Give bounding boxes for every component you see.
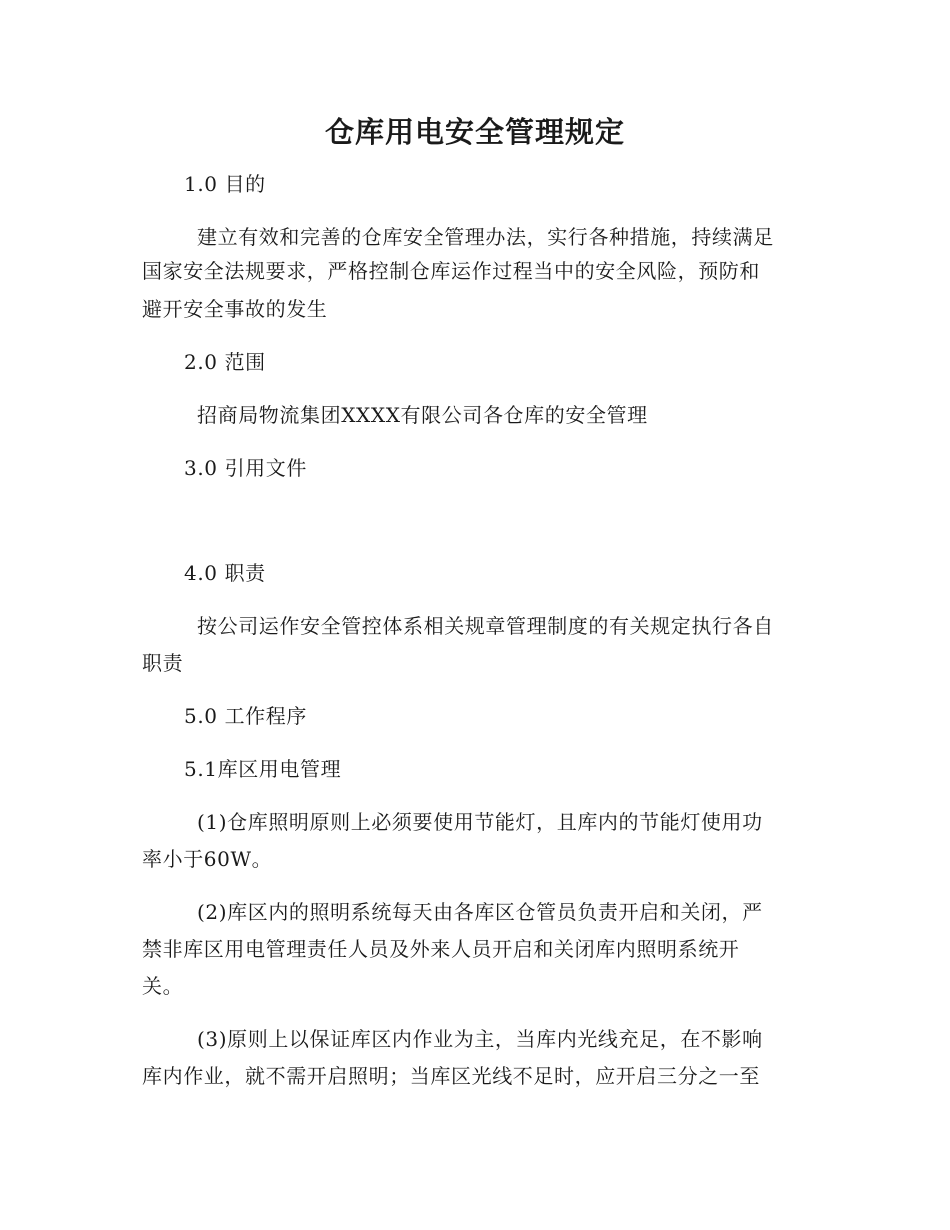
- section-5-heading: 5.0 工作程序: [184, 704, 307, 728]
- item-1-line: (1)仓库照明原则上必须要使用节能灯，且库内的节能灯使用功: [197, 810, 763, 834]
- section-1-paragraph-line: 建立有效和完善的仓库安全管理办法，实行各种措施，持续满足: [197, 225, 774, 249]
- item-3-line: 库内作业，就不需开启照明；当库区光线不足时，应开启三分之一至: [142, 1064, 760, 1088]
- section-5-1-heading: 5.1库区用电管理: [184, 757, 342, 781]
- document-title: 仓库用电安全管理规定: [324, 115, 625, 149]
- section-4-heading: 4.0 职责: [184, 561, 266, 585]
- section-1-paragraph-line: 避开安全事故的发生: [142, 297, 328, 321]
- section-1-heading: 1.0 目的: [184, 172, 266, 196]
- item-3-line: (3)原则上以保证库区内作业为主，当库内光线充足，在不影响: [197, 1027, 763, 1051]
- section-1-paragraph-line: 国家安全法规要求，严格控制仓库运作过程当中的安全风险，预防和: [142, 259, 760, 283]
- item-1-line: 率小于60W。: [142, 847, 273, 871]
- section-2-paragraph-line: 招商局物流集团XXXX有限公司各仓库的安全管理: [197, 403, 648, 427]
- item-2-line: (2)库区内的照明系统每天由各库区仓管员负责开启和关闭，严: [197, 900, 763, 924]
- section-4-paragraph-line: 按公司运作安全管控体系相关规章管理制度的有关规定执行各自: [197, 614, 774, 638]
- section-4-paragraph-line: 职责: [142, 651, 184, 675]
- item-2-line: 关。: [142, 974, 184, 998]
- section-2-heading: 2.0 范围: [184, 350, 266, 374]
- item-2-line: 禁非库区用电管理责任人员及外来人员开启和关闭库内照明系统开: [142, 937, 740, 961]
- section-3-heading: 3.0 引用文件: [184, 456, 307, 480]
